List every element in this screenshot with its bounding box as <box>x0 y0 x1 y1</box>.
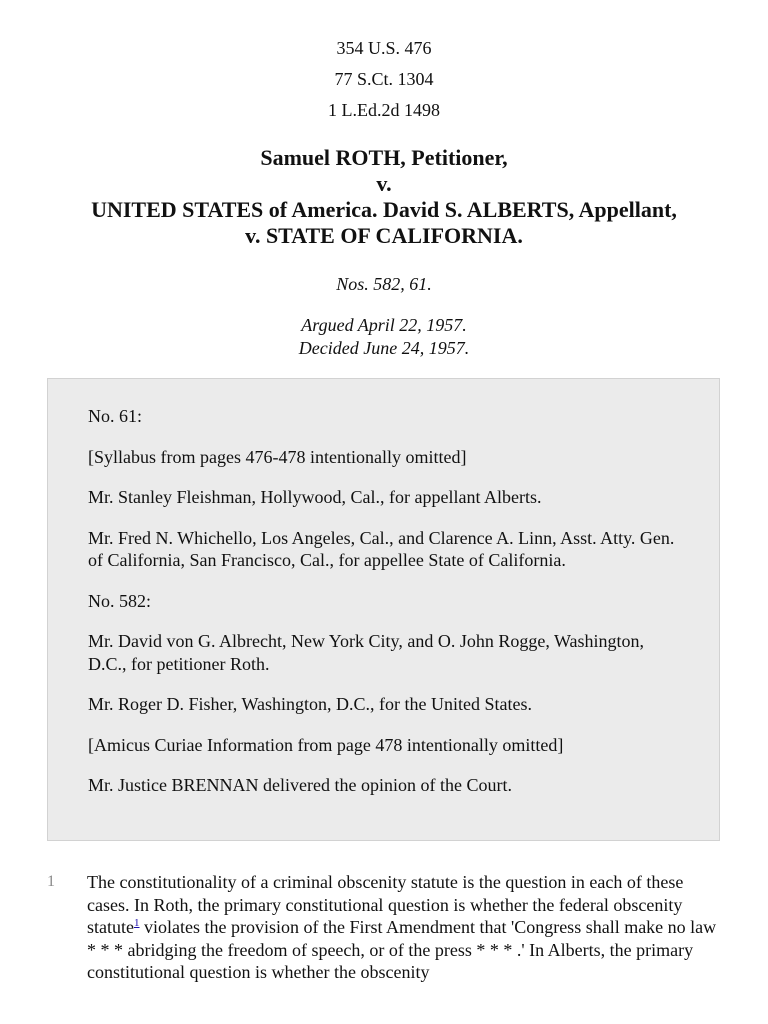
syllabus-item: No. 61: <box>88 406 142 426</box>
syllabus-item: [Amicus Curiae Information from page 478 intentionally omitted] <box>88 734 564 755</box>
citation-us-reports: 354 U.S. 476 <box>336 38 432 58</box>
syllabus-item: Mr. Stanley Fleishman, Hollywood, Cal., for appellant Alberts. <box>88 487 542 507</box>
syllabus-item: Mr. Justice BRENNAN delivered the opinion of the Court. <box>88 775 512 795</box>
citations <box>0 33 768 126</box>
syllabus-item: [Syllabus from pages 476-478 intentionally omitted] <box>88 446 467 467</box>
syllabus-item: Mr. David von G. Albrecht, New York City, and O. John Rogge, Washington, D.C., for petitioner Roth. <box>88 631 645 674</box>
paragraph-number: 1 <box>47 873 55 890</box>
case-dates <box>0 314 768 360</box>
paragraph-text <box>87 871 727 984</box>
syllabus-box <box>47 378 720 841</box>
case-caption <box>0 145 768 249</box>
decided-date: Decided June 24, 1957. <box>298 338 470 358</box>
docket-numbers: Nos. 582, 61. <box>336 274 432 294</box>
paragraph-text-start: The constitutionality of a criminal obscenity statute is the question in each of these cases. In Roth, the primary constitutional question is whether the federal obscenity statute <box>87 872 684 937</box>
syllabus-item: Mr. Roger D. Fisher, Washington, D.C., for the United States. <box>88 694 532 714</box>
syllabus-item: No. 582: <box>88 590 151 611</box>
caption-line-2: v. <box>376 171 392 196</box>
footnote-link[interactable]: 1 <box>134 917 140 929</box>
paragraph-text-end: violates the provision of the First Amendment that 'Congress shall make no law * * * abridging the freedom of speech, or of the press * * * .' In Alberts, the primary constitutional question is whether the obscenity <box>87 917 717 982</box>
citation-lawyers-edition: 1 L.Ed.2d 1498 <box>328 100 440 120</box>
argued-date: Argued April 22, 1957. <box>301 315 467 335</box>
citation-supreme-court-reporter: 77 S.Ct. 1304 <box>334 69 434 89</box>
caption-line-4: v. STATE OF CALIFORNIA. <box>245 223 523 248</box>
syllabus-item: Mr. Fred N. Whichello, Los Angeles, Cal., and Clarence A. Linn, Asst. Atty. Gen. of California, San Francisco, Cal., for appellee State of California. <box>88 527 675 570</box>
caption-line-1: Samuel ROTH, Petitioner, <box>260 145 508 170</box>
caption-line-3: UNITED STATES of America. David S. ALBERTS, Appellant, <box>91 197 677 222</box>
